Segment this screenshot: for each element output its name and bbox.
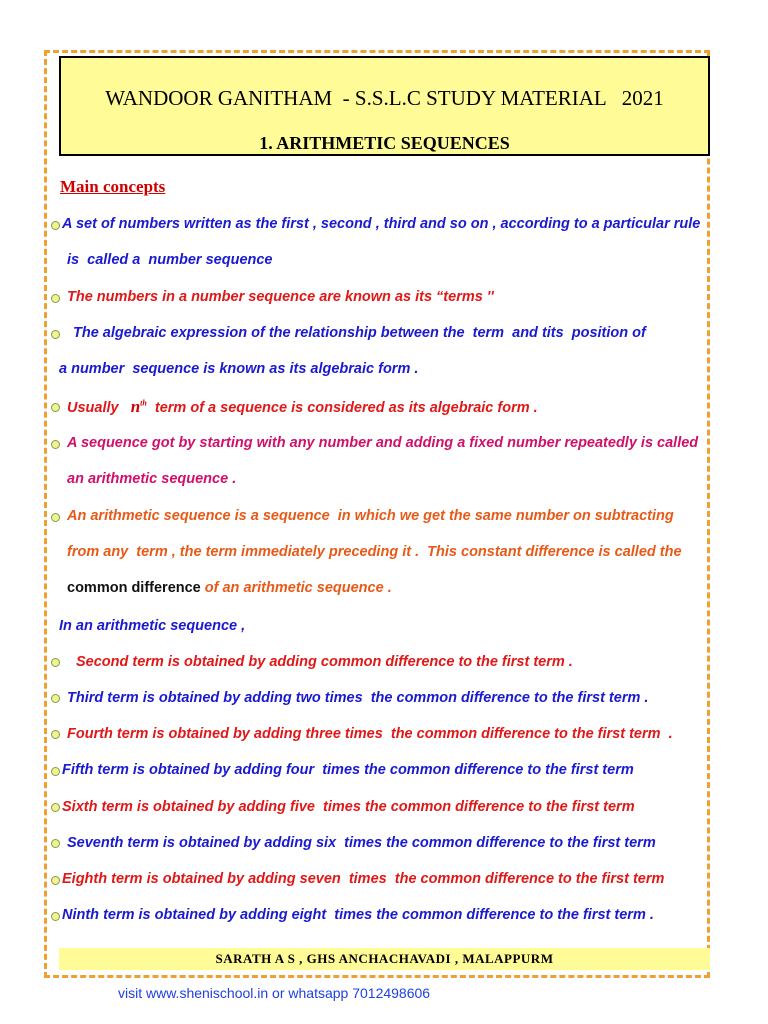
text-line: A set of numbers written as the first , second , third and so on , according to a particular rule xyxy=(62,216,701,232)
bullet-icon xyxy=(51,839,60,848)
bullet-icon xyxy=(51,513,60,522)
bullet-icon xyxy=(51,730,60,739)
title-box xyxy=(59,56,710,156)
text-line: A sequence got by starting with any number and adding a fixed number repeatedly is called xyxy=(67,435,699,451)
author-footer: SARATH A S , GHS ANCHACHAVADI , MALAPPURM xyxy=(59,948,710,970)
bullet-icon xyxy=(51,221,60,230)
text-line: Eighth term is obtained by adding seven times the common difference to the first term xyxy=(62,871,665,887)
bullet-icon xyxy=(51,767,60,776)
website-link[interactable]: visit www.shenischool.in or whatsapp 7012498606 xyxy=(118,985,431,1001)
text-line: common difference of an arithmetic sequence . xyxy=(67,580,392,596)
bullet-icon xyxy=(51,440,60,449)
text-line: In an arithmetic sequence , xyxy=(59,618,246,634)
text-line: Usually $n^{th}$ term of a sequence is considered as its algebraic form . xyxy=(67,397,538,416)
text-line: Sixth term is obtained by adding five times the common difference to the first term xyxy=(62,799,635,815)
text-line: Third term is obtained by adding two times the common difference to the first term . xyxy=(67,690,649,706)
bullet-icon xyxy=(51,803,60,812)
text-line: The algebraic expression of the relationship between the term and tits position of xyxy=(73,325,646,341)
text-line: Fifth term is obtained by adding four times the common difference to the first term xyxy=(62,762,634,778)
bullet-icon xyxy=(51,694,60,703)
text-line: is called a number sequence xyxy=(67,252,273,268)
text-line: from any term , the term immediately preceding it . This constant difference is called the xyxy=(67,544,682,560)
common-difference-term: common difference xyxy=(67,580,201,596)
text-line: a number sequence is known as its algebraic form . xyxy=(59,361,419,377)
text-line: An arithmetic sequence is a sequence in which we get the same number on subtracting xyxy=(67,508,674,524)
nth-symbol: $n^{th}$ xyxy=(130,397,147,416)
text-line: Fourth term is obtained by adding three times the common difference to the first term . xyxy=(67,726,673,742)
bullet-icon xyxy=(51,294,60,303)
bullet-icon xyxy=(51,876,60,885)
text-line: The numbers in a number sequence are known as its “terms '' xyxy=(67,289,494,305)
text-line: Ninth term is obtained by adding eight times the common difference to the first term . xyxy=(62,907,654,923)
bullet-icon xyxy=(51,658,60,667)
bullet-icon xyxy=(51,403,60,412)
section-heading: Main concepts xyxy=(60,177,166,196)
text-line: Seventh term is obtained by adding six times the common difference to the first term xyxy=(67,835,656,851)
text-line: an arithmetic sequence . xyxy=(67,471,237,487)
bullet-icon xyxy=(51,912,60,921)
text-line: Second term is obtained by adding common difference to the first term . xyxy=(76,654,573,670)
bullet-icon xyxy=(51,330,60,339)
document-title: WANDOOR GANITHAM - S.S.L.C STUDY MATERIAL 2021 xyxy=(105,86,664,110)
chapter-title: 1. ARITHMETIC SEQUENCES xyxy=(259,133,510,153)
